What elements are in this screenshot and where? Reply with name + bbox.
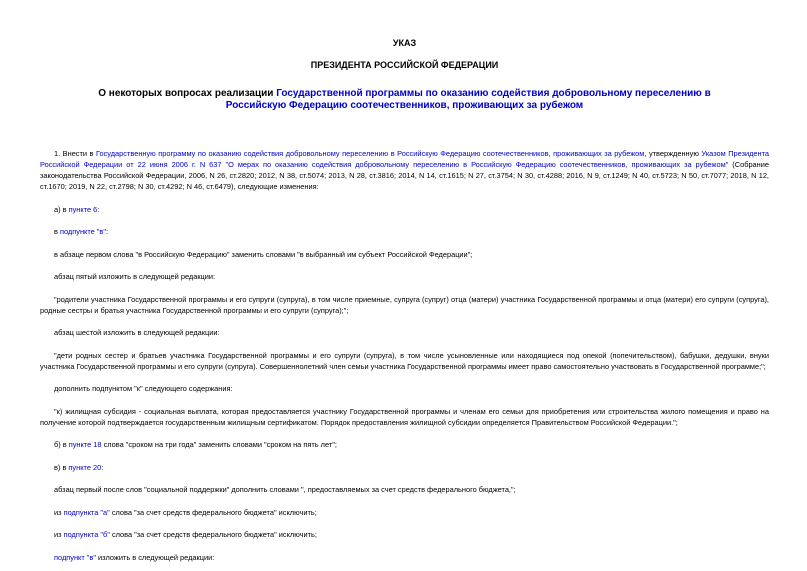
paragraph (40, 148, 769, 192)
document-link[interactable]: пункте 20 (68, 462, 102, 472)
paragraph-text: в абзаце первом слова "в Российскую Федерацию" заменить словами "в выбранный им субъект Российской Федерации"; (54, 249, 473, 259)
paragraph-text: "родители участника Государственной программы и его супруги (супруга), в том числе приемные, супруга (супруг) отца (матери) участника Государственной программы и отца (матери) его супруги (супруга), родные сестры и братья участника Государственной программы и его супруги (супруга);"; (40, 294, 769, 315)
paragraph (40, 552, 769, 563)
paragraph-text: слова "за счет средств федерального бюджета" исключить; (109, 530, 317, 539)
paragraph (40, 327, 769, 338)
paragraph-text: в) в (54, 462, 69, 472)
document-link[interactable]: подпункта "а" (63, 507, 110, 517)
paragraph (40, 204, 769, 215)
document-link[interactable]: пункте 18 (68, 440, 102, 449)
document-link[interactable]: Государственную программу по оказанию содействия добровольному переселению в Российскую Федерацию соотечественников, проживающих за рубежом (95, 149, 645, 158)
paragraph-text: слова "сроком на три года" заменить словами "сроком на пять лет"; (101, 440, 337, 449)
paragraph-text: дополнить подпунктом "к" следующего содержания: (54, 384, 233, 393)
paragraph (40, 383, 769, 394)
paragraph (40, 406, 769, 428)
paragraph (40, 350, 769, 372)
paragraph-text: б) в (54, 440, 69, 449)
paragraph (40, 271, 769, 282)
paragraph-text: , утвержденную (644, 149, 702, 158)
paragraph (40, 226, 769, 237)
document-link[interactable]: пункте 6 (68, 204, 98, 214)
title-prefix: О некоторых вопросах реализации (98, 88, 277, 99)
paragraph-text: слова "за счет средств федерального бюджета" исключить; (109, 507, 317, 517)
paragraph-text: в (54, 227, 60, 236)
paragraph-text: а) в (54, 204, 69, 214)
paragraph-text: 1. Внести в (54, 149, 96, 158)
paragraph-text: (Собрание законодательства Российской Федерации, 2006, N 26, ст.2820; 2012, N 38, ст.5074; 2013, N 28, ст.3816; 2014, N 14, ст.1615; N 27, ст.3754; N 30, ст.4288; 2016, N 9, ст.1249; N 40, ст.5723; N 50, ст.7077; 2018, N 12, ст.1670; 2019, N 22, ст.2798; N 30, ст.4292; N 46, ст.6479), следующие изменения: (40, 160, 769, 191)
document-title (80, 88, 729, 112)
paragraph (40, 462, 769, 473)
document-link[interactable]: подпункте "в" (59, 227, 106, 236)
paragraph (40, 249, 769, 260)
paragraph-text: : (101, 462, 104, 472)
paragraph-text: абзац шестой изложить в следующей редакции: (54, 328, 220, 337)
paragraph-text: абзац пятый изложить в следующей редакции: (54, 272, 216, 281)
paragraph (40, 484, 769, 495)
document-type-heading: УКАЗ (392, 38, 417, 48)
paragraph-text: "дети родных сестер и братьев участника Государственной программы и его супруги (супруга), в том числе усыновленные или находящиеся под опекой (попечительством), бабушки, дедушки, внуки участника Государственной программы и его супруги (супруга). Совершеннолетний член семьи участника Государственной программы имеет право самостоятельно участвовать в Государственной программе;"; (40, 350, 769, 371)
paragraph (40, 294, 769, 316)
paragraph-text: из (54, 530, 64, 539)
paragraph-text: изложить в следующей редакции: (95, 552, 215, 562)
document-link[interactable]: подпункта "б" (63, 530, 110, 539)
paragraph (40, 507, 769, 518)
issuer-heading: ПРЕЗИДЕНТА РОССИЙСКОЙ ФЕДЕРАЦИИ (310, 60, 499, 70)
document-link[interactable]: Указом Президента Российской Федерации от 22 июня 2006 г. N 637 "О мерах по оказанию содействия добровольному переселению в Российскую Федерацию соотечественников, проживающих за рубежом" (40, 149, 770, 169)
paragraph (40, 529, 769, 540)
paragraph-text: "к) жилищная субсидия - социальная выплата, которая предоставляется участнику Государственной программы и членам его семьи для приобретения или строительства жилого помещения и право на получение которой подтверждается государственным жилищным сертификатом. Порядок предоставления жилищной субсидии определяется Правительством Российской Федерации."; (40, 406, 769, 427)
document-body (40, 148, 769, 563)
paragraph-text: : (105, 227, 109, 236)
title-program-link[interactable]: Государственной программы по оказанию содействия добровольному переселению в Российскую Федерацию соотечественников, проживающих за рубежом (225, 88, 711, 111)
document-link[interactable]: подпункт "в" (54, 552, 96, 562)
paragraph-text: из (54, 507, 64, 517)
paragraph-text: абзац первый после слов "социальной поддержки" дополнить словами ", предоставляемых за счет средств федерального бюджета,"; (54, 485, 516, 494)
paragraph-text: : (97, 204, 100, 214)
paragraph (40, 439, 769, 450)
